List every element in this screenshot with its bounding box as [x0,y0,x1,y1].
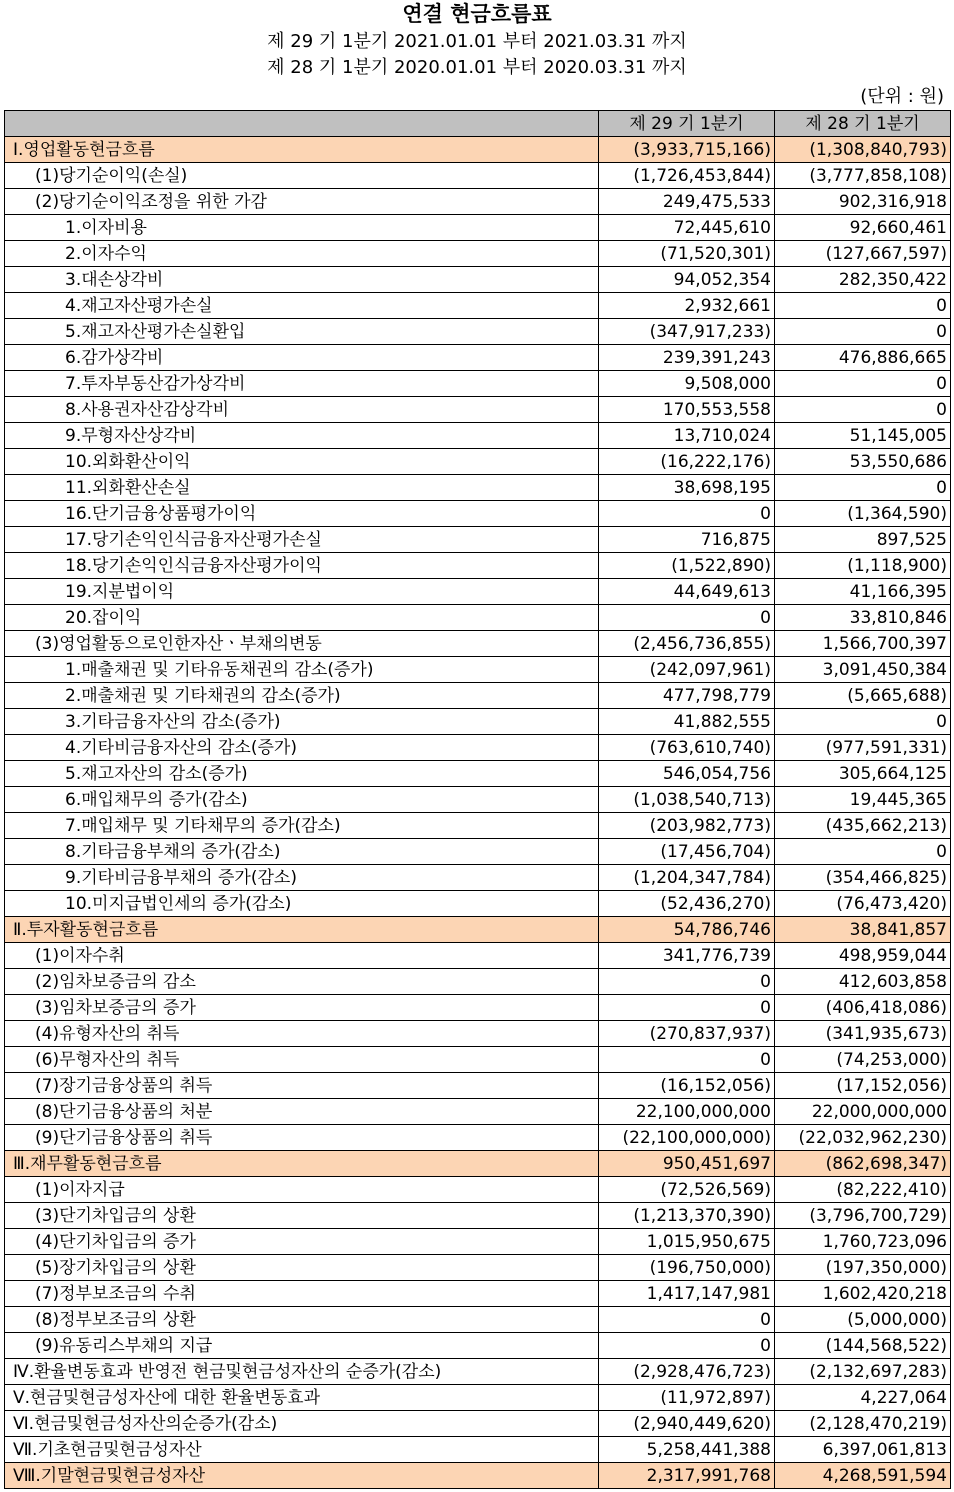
prior-period-value: (17,152,056) [775,1073,951,1099]
current-period-value: 0 [599,605,775,631]
period-prior: 제 28 기 1분기 2020.01.01 부터 2020.03.31 까지 [267,57,687,78]
table-row [5,865,951,891]
table-row [5,501,951,527]
row-label: Ⅱ.투자활동현금흐름 [5,917,599,943]
current-period-value: 0 [599,995,775,1021]
prior-period-value: (1,308,840,793) [775,137,951,163]
table-row [5,163,951,189]
statement-title: 연결 현금흐름표 [402,2,552,26]
row-label: (6)무형자산의 취득 [5,1047,599,1073]
current-period-value: (71,520,301) [599,241,775,267]
column-header-item [5,111,599,137]
prior-period-value: 282,350,422 [775,267,951,293]
prior-period-value: (144,568,522) [775,1333,951,1359]
row-label: Ⅲ.재무활동현금흐름 [5,1151,599,1177]
row-label: 8.사용권자산감상각비 [5,397,599,423]
table-row [5,1125,951,1151]
row-label: (1)이자수취 [5,943,599,969]
table-row [5,189,951,215]
row-label: 2.매출채권 및 기타채권의 감소(증가) [5,683,599,709]
prior-period-value: (1,118,900) [775,553,951,579]
row-label: (2)당기순이익조정을 위한 가감 [5,189,599,215]
row-label: 3.대손상각비 [5,267,599,293]
cash-flow-table [4,110,951,1489]
current-period-value: (52,436,270) [599,891,775,917]
current-period-value: (17,456,704) [599,839,775,865]
row-label: (2)임차보증금의 감소 [5,969,599,995]
period-current: 제 29 기 1분기 2021.01.01 부터 2021.03.31 까지 [267,31,687,52]
table-row [5,397,951,423]
current-period-value: 2,932,661 [599,293,775,319]
column-header-current: 제 29 기 1분기 [599,111,775,137]
row-label: (4)유형자산의 취득 [5,1021,599,1047]
row-label: Ⅴ.현금및현금성자산에 대한 환율변동효과 [5,1385,599,1411]
row-label: (8)단기금융상품의 처분 [5,1099,599,1125]
prior-period-value: 4,268,591,594 [775,1463,951,1489]
row-label: 4.기타비금융자산의 감소(증가) [5,735,599,761]
row-label: 17.당기손익인식금융자산평가손실 [5,527,599,553]
current-period-value: (2,940,449,620) [599,1411,775,1437]
table-header-row [5,111,951,137]
prior-period-value: 33,810,846 [775,605,951,631]
prior-period-value: 0 [775,475,951,501]
prior-period-value: (977,591,331) [775,735,951,761]
prior-period-value: 38,841,857 [775,917,951,943]
row-label: 7.매입채무 및 기타채무의 증가(감소) [5,813,599,839]
row-label: 5.재고자산의 감소(증가) [5,761,599,787]
row-label: 10.미지급법인세의 증가(감소) [5,891,599,917]
prior-period-value: (5,000,000) [775,1307,951,1333]
prior-period-value: 19,445,365 [775,787,951,813]
row-label: 11.외화환산손실 [5,475,599,501]
table-row [5,709,951,735]
row-label: 9.기타비금융부채의 증가(감소) [5,865,599,891]
current-period-value: (1,213,370,390) [599,1203,775,1229]
prior-period-value: 498,959,044 [775,943,951,969]
current-period-value: 22,100,000,000 [599,1099,775,1125]
row-label: Ⅵ.현금및현금성자산의순증가(감소) [5,1411,599,1437]
current-period-value: 0 [599,501,775,527]
table-row [5,371,951,397]
row-label: 18.당기손익인식금융자산평가이익 [5,553,599,579]
prior-period-value: (2,132,697,283) [775,1359,951,1385]
row-label: 9.무형자산상각비 [5,423,599,449]
table-row [5,215,951,241]
column-header-prior: 제 28 기 1분기 [775,111,951,137]
prior-period-value: 22,000,000,000 [775,1099,951,1125]
current-period-value: (203,982,773) [599,813,775,839]
table-row [5,1411,951,1437]
row-label: (9)유동리스부채의 지급 [5,1333,599,1359]
prior-period-value: 41,166,395 [775,579,951,605]
table-row [5,605,951,631]
current-period-value: (3,933,715,166) [599,137,775,163]
table-row [5,1021,951,1047]
row-label: 6.감가상각비 [5,345,599,371]
prior-period-value: 412,603,858 [775,969,951,995]
row-label: 5.재고자산평가손실환입 [5,319,599,345]
current-period-value: 249,475,533 [599,189,775,215]
table-row [5,137,951,163]
table-row [5,943,951,969]
table-row [5,1203,951,1229]
table-row [5,1177,951,1203]
table-row [5,1307,951,1333]
current-period-value: (1,522,890) [599,553,775,579]
table-row [5,1281,951,1307]
prior-period-value: (406,418,086) [775,995,951,1021]
current-period-value: (16,222,176) [599,449,775,475]
row-label: 1.이자비용 [5,215,599,241]
row-label: 6.매입채무의 증가(감소) [5,787,599,813]
table-row [5,449,951,475]
row-label: (1)이자지급 [5,1177,599,1203]
table-row [5,1073,951,1099]
prior-period-value: 0 [775,839,951,865]
row-label: 3.기타금융자산의 감소(증가) [5,709,599,735]
row-label: 20.잡이익 [5,605,599,631]
table-row [5,657,951,683]
current-period-value: 13,710,024 [599,423,775,449]
unit-label: (단위 : 원) [860,86,944,107]
row-label: 2.이자수익 [5,241,599,267]
prior-period-value: 1,566,700,397 [775,631,951,657]
row-label: (8)정부보조금의 상환 [5,1307,599,1333]
table-row [5,683,951,709]
current-period-value: 54,786,746 [599,917,775,943]
current-period-value: 716,875 [599,527,775,553]
current-period-value: (763,610,740) [599,735,775,761]
current-period-value: 239,391,243 [599,345,775,371]
prior-period-value: (76,473,420) [775,891,951,917]
prior-period-value: (862,698,347) [775,1151,951,1177]
prior-period-value: (2,128,470,219) [775,1411,951,1437]
current-period-value: (2,928,476,723) [599,1359,775,1385]
prior-period-value: (82,222,410) [775,1177,951,1203]
row-label: 10.외화환산이익 [5,449,599,475]
current-period-value: (72,526,569) [599,1177,775,1203]
prior-period-value: 3,091,450,384 [775,657,951,683]
current-period-value: 72,445,610 [599,215,775,241]
current-period-value: 477,798,779 [599,683,775,709]
current-period-value: 2,317,991,768 [599,1463,775,1489]
current-period-value: (22,100,000,000) [599,1125,775,1151]
prior-period-value: (341,935,673) [775,1021,951,1047]
prior-period-value: (3,796,700,729) [775,1203,951,1229]
prior-period-value: 0 [775,371,951,397]
row-label: (7)장기금융상품의 취득 [5,1073,599,1099]
current-period-value: (1,726,453,844) [599,163,775,189]
prior-period-value: (435,662,213) [775,813,951,839]
row-label: (3)영업활동으로인한자산ㆍ부채의변동 [5,631,599,657]
table-row [5,1047,951,1073]
table-row [5,891,951,917]
prior-period-value: (3,777,858,108) [775,163,951,189]
current-period-value: 1,417,147,981 [599,1281,775,1307]
prior-period-value: 902,316,918 [775,189,951,215]
row-label: (9)단기금융상품의 취득 [5,1125,599,1151]
current-period-value: 0 [599,1333,775,1359]
table-row [5,241,951,267]
row-label: (7)정부보조금의 수취 [5,1281,599,1307]
row-label: (3)단기차입금의 상환 [5,1203,599,1229]
prior-period-value: (74,253,000) [775,1047,951,1073]
row-label: Ⅶ.기초현금및현금성자산 [5,1437,599,1463]
current-period-value: 0 [599,1047,775,1073]
prior-period-value: 6,397,061,813 [775,1437,951,1463]
current-period-value: (347,917,233) [599,319,775,345]
prior-period-value: 53,550,686 [775,449,951,475]
row-label: 16.단기금융상품평가이익 [5,501,599,527]
row-label: 1.매출채권 및 기타유동채권의 감소(증가) [5,657,599,683]
current-period-value: 170,553,558 [599,397,775,423]
table-row [5,1463,951,1489]
table-row [5,995,951,1021]
prior-period-value: (197,350,000) [775,1255,951,1281]
prior-period-value: 897,525 [775,527,951,553]
table-row [5,761,951,787]
row-label: 8.기타금융부채의 증가(감소) [5,839,599,865]
prior-period-value: 0 [775,397,951,423]
prior-period-value: (1,364,590) [775,501,951,527]
current-period-value: (1,038,540,713) [599,787,775,813]
current-period-value: (11,972,897) [599,1385,775,1411]
prior-period-value: (22,032,962,230) [775,1125,951,1151]
prior-period-value: 0 [775,319,951,345]
table-row [5,735,951,761]
current-period-value: (1,204,347,784) [599,865,775,891]
table-row [5,1255,951,1281]
table-row [5,1333,951,1359]
table-row [5,1151,951,1177]
row-label: 7.투자부동산감가상각비 [5,371,599,397]
table-row [5,631,951,657]
current-period-value: 44,649,613 [599,579,775,605]
row-label: 19.지분법이익 [5,579,599,605]
table-row [5,839,951,865]
current-period-value: 41,882,555 [599,709,775,735]
row-label: (1)당기순이익(손실) [5,163,599,189]
row-label: (5)장기차입금의 상환 [5,1255,599,1281]
current-period-value: 1,015,950,675 [599,1229,775,1255]
row-label: (3)임차보증금의 증가 [5,995,599,1021]
prior-period-value: 1,760,723,096 [775,1229,951,1255]
prior-period-value: 4,227,064 [775,1385,951,1411]
prior-period-value: (354,466,825) [775,865,951,891]
table-row [5,579,951,605]
table-row [5,1099,951,1125]
current-period-value: (16,152,056) [599,1073,775,1099]
current-period-value: 9,508,000 [599,371,775,397]
table-row [5,917,951,943]
table-row [5,293,951,319]
row-label: (4)단기차입금의 증가 [5,1229,599,1255]
table-row [5,527,951,553]
table-row [5,475,951,501]
current-period-value: 38,698,195 [599,475,775,501]
table-row [5,969,951,995]
current-period-value: 5,258,441,388 [599,1437,775,1463]
table-row [5,345,951,371]
table-row [5,1229,951,1255]
table-row [5,813,951,839]
current-period-value: 341,776,739 [599,943,775,969]
table-row [5,1359,951,1385]
prior-period-value: (127,667,597) [775,241,951,267]
table-row [5,1437,951,1463]
prior-period-value: 1,602,420,218 [775,1281,951,1307]
current-period-value: 94,052,354 [599,267,775,293]
row-label: 4.재고자산평가손실 [5,293,599,319]
table-body [5,137,951,1489]
table-row [5,423,951,449]
prior-period-value: (5,665,688) [775,683,951,709]
table-row [5,553,951,579]
current-period-value: (2,456,736,855) [599,631,775,657]
current-period-value: (196,750,000) [599,1255,775,1281]
prior-period-value: 92,660,461 [775,215,951,241]
prior-period-value: 0 [775,709,951,735]
prior-period-value: 476,886,665 [775,345,951,371]
table-row [5,1385,951,1411]
current-period-value: 0 [599,1307,775,1333]
current-period-value: 546,054,756 [599,761,775,787]
prior-period-value: 51,145,005 [775,423,951,449]
row-label: Ⅷ.기말현금및현금성자산 [5,1463,599,1489]
current-period-value: 0 [599,969,775,995]
row-label: Ⅳ.환율변동효과 반영전 현금및현금성자산의 순증가(감소) [5,1359,599,1385]
current-period-value: (242,097,961) [599,657,775,683]
table-row [5,267,951,293]
table-row [5,787,951,813]
prior-period-value: 305,664,125 [775,761,951,787]
table-row [5,319,951,345]
prior-period-value: 0 [775,293,951,319]
current-period-value: (270,837,937) [599,1021,775,1047]
row-label: Ⅰ.영업활동현금흐름 [5,137,599,163]
current-period-value: 950,451,697 [599,1151,775,1177]
